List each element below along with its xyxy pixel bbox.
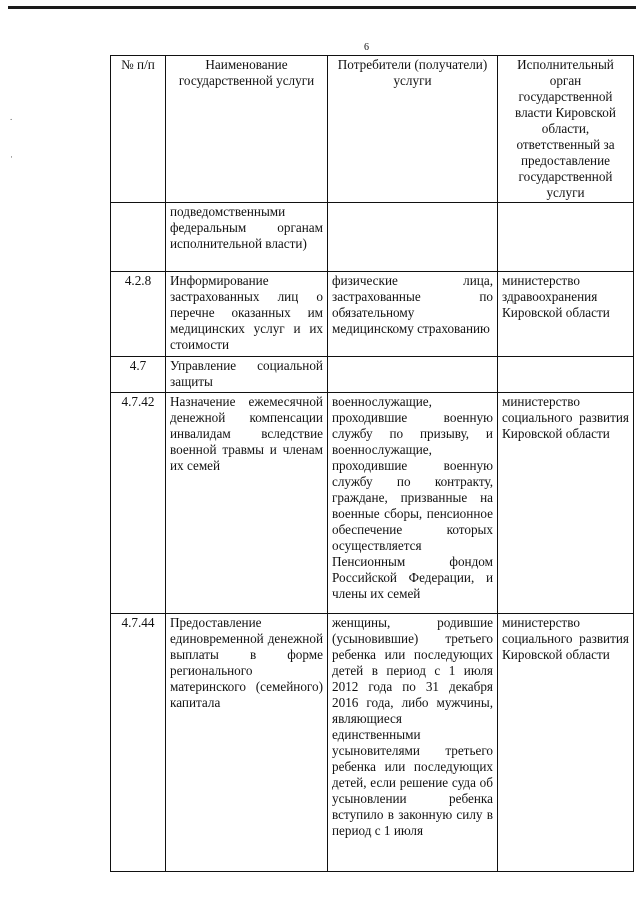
row-authority: министерство социального развития Кировской области	[498, 614, 634, 872]
header-number: № п/п	[111, 56, 166, 203]
table-row	[111, 272, 634, 357]
row-service-name: Предоставление единовременной денежной выплаты в форме регионального материнского (семейного) капитала	[166, 614, 328, 872]
header-service-name: Наименование государственной услуги	[166, 56, 328, 203]
header-authority: Исполнительный орган государственной власти Кировской области, ответственный за предоставление государственной услуги	[498, 56, 634, 203]
table-header-row	[111, 56, 634, 203]
table-row	[111, 393, 634, 614]
row-authority: министерство здравоохранения Кировской области	[498, 272, 634, 357]
row-consumers: физические лица, застрахованные по обязательному медицинскому страхованию	[328, 272, 498, 357]
services-table	[110, 55, 634, 872]
row-authority	[498, 203, 634, 272]
table-row	[111, 203, 634, 272]
table-row	[111, 614, 634, 872]
row-service-name: подведомственными федеральным органам исполнительной власти)	[166, 203, 328, 272]
row-service-name: Управление социальной защиты	[166, 357, 328, 393]
row-service-name: Информирование застрахованных лиц о перечне оказанных им медицинских услуг и их стоимости	[166, 272, 328, 357]
row-consumers	[328, 357, 498, 393]
row-number: 4.7.44	[111, 614, 166, 872]
row-number: 4.7	[111, 357, 166, 393]
row-authority: министерство социального развития Кировской области	[498, 393, 634, 614]
margin-mark: .	[10, 112, 13, 122]
top-border-line	[8, 6, 636, 9]
row-consumers: женщины, родившие (усыновившие) третьего ребенка или последующих детей в период с 1 июля 2012 года по 31 декабря 2016 года, либо мужчины, являющиеся единственными усыновителями третьего ребенка или последующих детей, если решение суда об усыновлении ребенка вступило в законную силу в период с 1 июля	[328, 614, 498, 872]
row-number	[111, 203, 166, 272]
row-number: 4.7.42	[111, 393, 166, 614]
margin-mark: ·	[10, 152, 13, 162]
row-service-name: Назначение ежемесячной денежной компенсации инвалидам вследствие военной травмы и членам их семей	[166, 393, 328, 614]
page-number: 6	[364, 42, 369, 53]
row-consumers	[328, 203, 498, 272]
header-consumers: Потребители (получатели) услуги	[328, 56, 498, 203]
row-number: 4.2.8	[111, 272, 166, 357]
table-row	[111, 357, 634, 393]
row-authority	[498, 357, 634, 393]
row-consumers: военнослужащие, проходившие военную службу по призыву, и военнослужащие, проходившие военную службу по контракту, граждане, призванные на военные сборы, пенсионное обеспечение которых осуществляется Пенсионным фондом Российской Федерации, и члены их семей	[328, 393, 498, 614]
